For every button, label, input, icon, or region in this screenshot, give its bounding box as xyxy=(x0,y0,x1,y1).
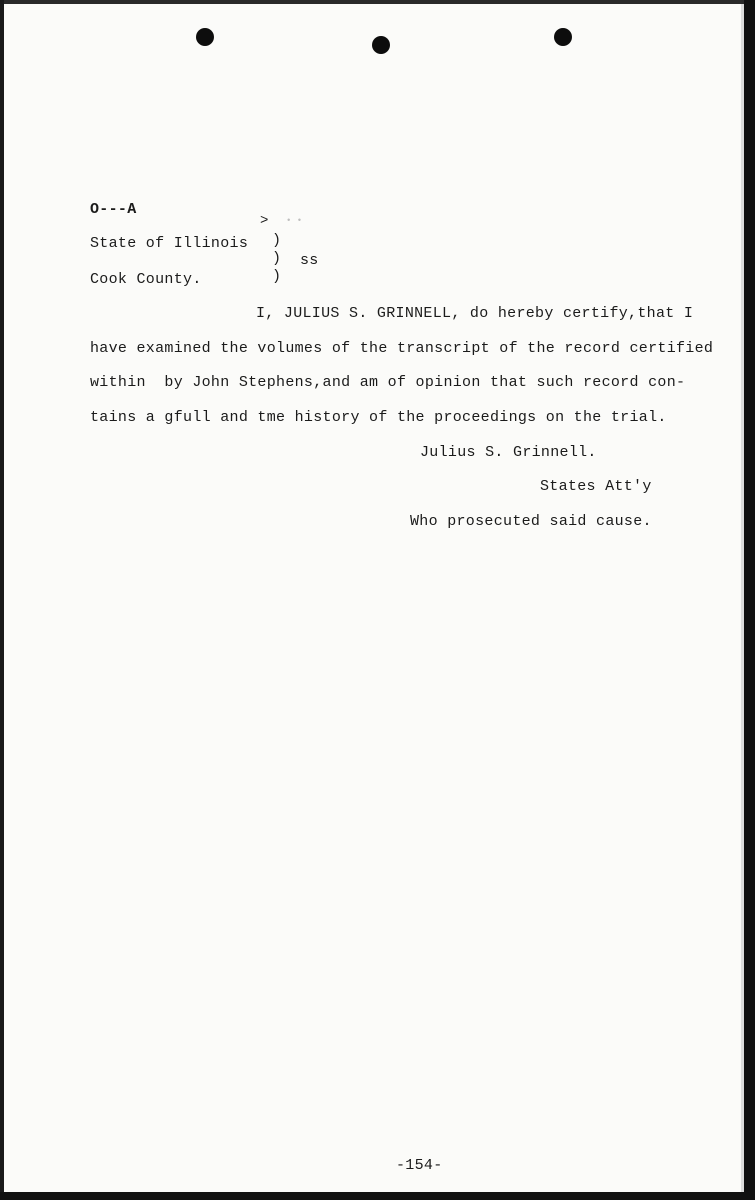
body-line-3: within by John Stephens,and am of opinion that such record con- xyxy=(90,374,686,391)
venue-state: State of Illinois xyxy=(90,235,249,252)
document-page xyxy=(4,4,744,1192)
page-number: -154- xyxy=(396,1157,443,1174)
signature-role: Who prosecuted said cause. xyxy=(410,513,652,530)
punch-hole-left xyxy=(196,28,214,46)
scan-right-edge xyxy=(744,0,755,1200)
faint-mark: • • xyxy=(286,216,303,226)
punch-hole-right xyxy=(554,28,572,46)
venue-bracket-mid: ) xyxy=(272,250,282,267)
scan-bottom-edge xyxy=(0,1192,755,1200)
body-line-2: have examined the volumes of the transcript of the record certified xyxy=(90,340,714,357)
venue-bracket-top: ) xyxy=(272,232,282,249)
body-line-1: I, JULIUS S. GRINNELL, do hereby certify,that I xyxy=(256,305,694,322)
punch-hole-center xyxy=(372,36,390,54)
file-mark: O---A xyxy=(90,201,137,218)
signature-name: Julius S. Grinnell. xyxy=(420,444,597,461)
signature-title: States Att'y xyxy=(540,478,652,495)
venue-bracket-bottom: ) xyxy=(272,268,282,285)
body-line-4: tains a gfull and tme history of the proceedings on the trial. xyxy=(90,409,667,426)
bracket-arrow: > xyxy=(260,213,269,229)
venue-ss: ss xyxy=(300,252,319,269)
venue-county: Cook County. xyxy=(90,271,202,288)
